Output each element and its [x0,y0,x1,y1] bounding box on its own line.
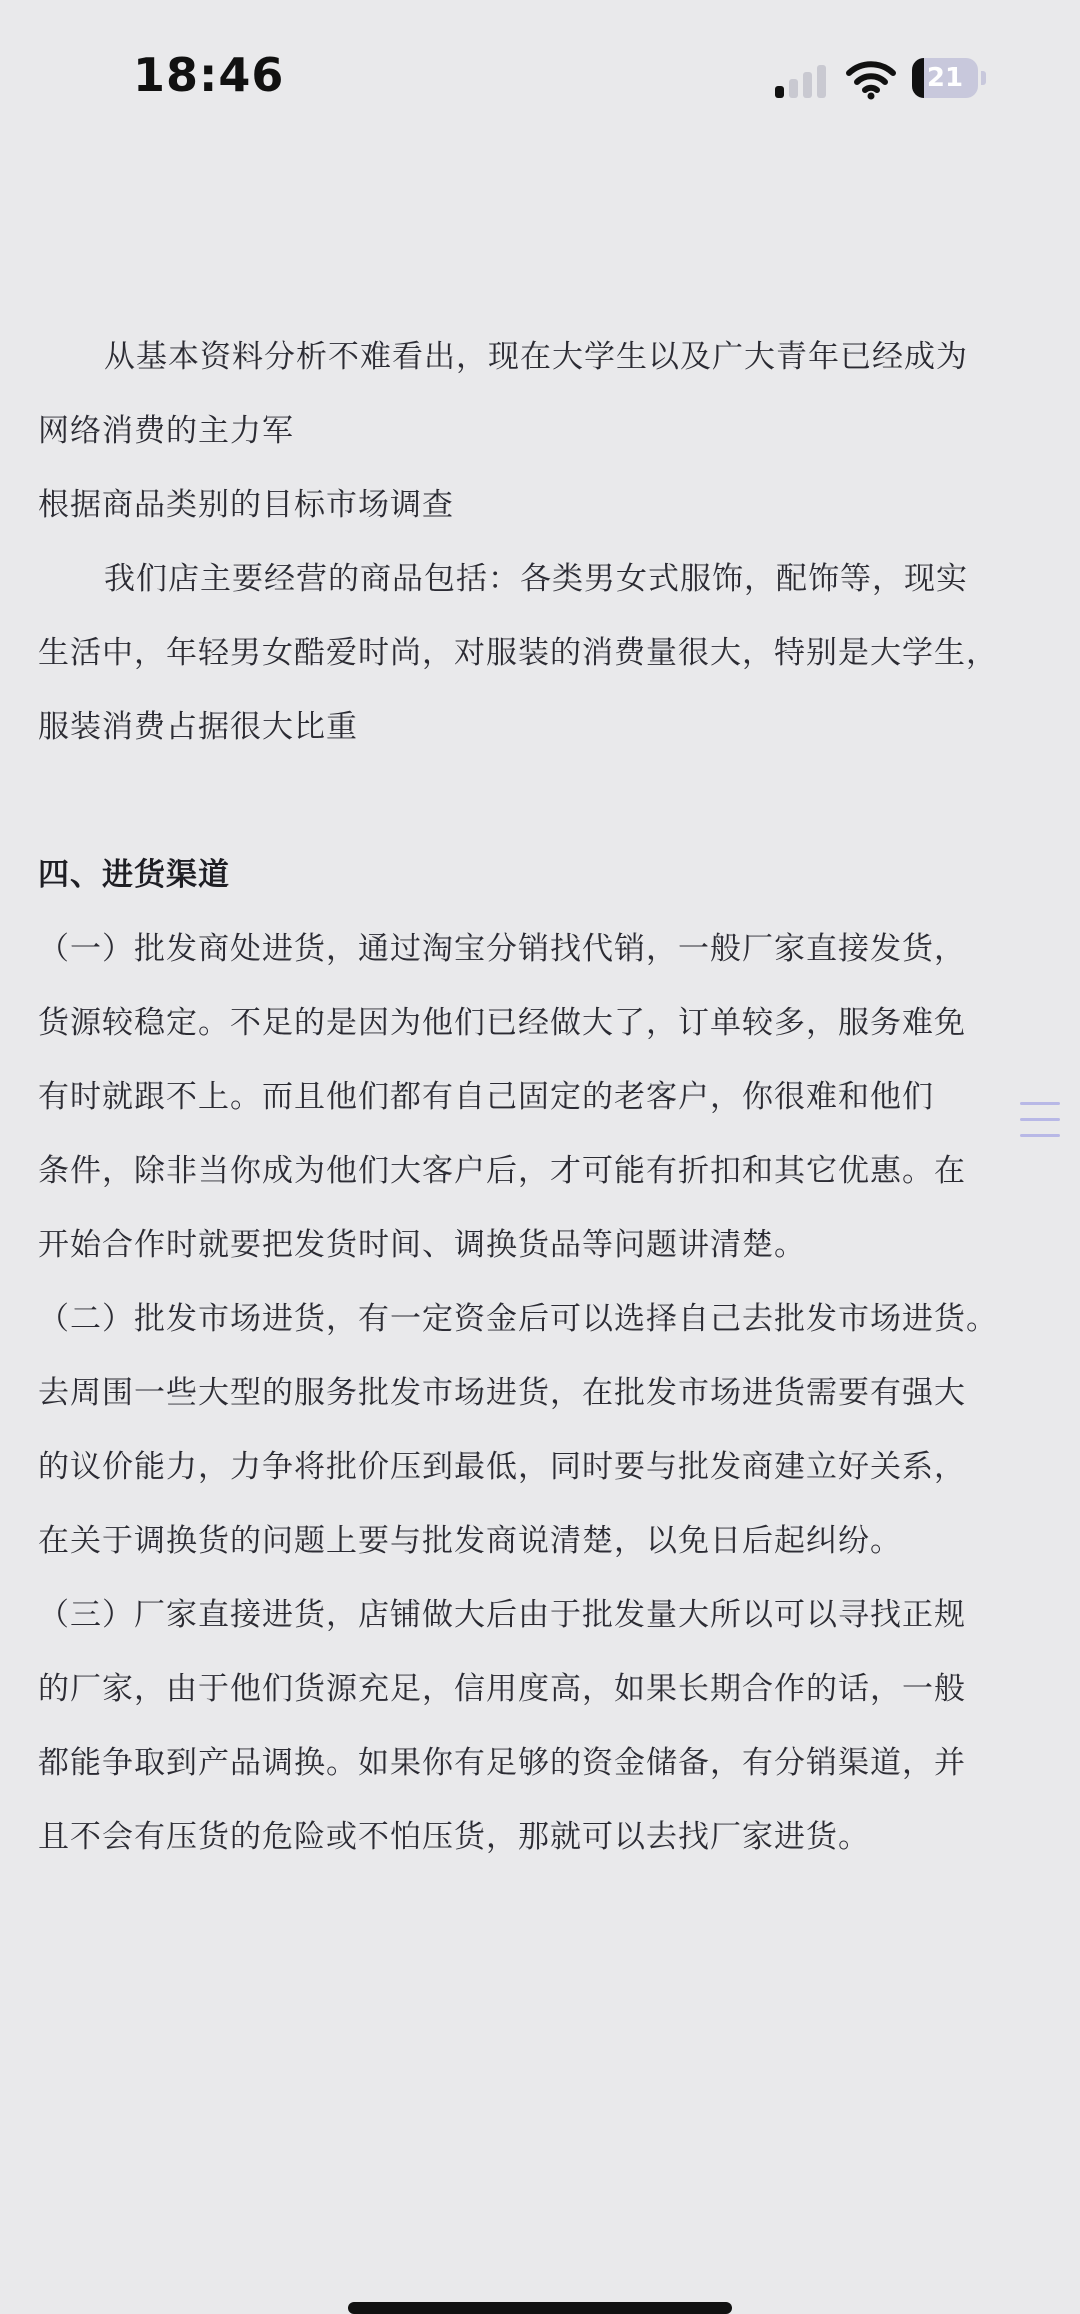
home-indicator[interactable] [348,2302,732,2314]
blank-line [38,764,1048,838]
section-heading: 四、进货渠道 [38,857,230,893]
paragraph-line: 服装消费占据很大比重 [38,709,358,745]
document-outline-icon[interactable] [1020,1102,1060,1138]
paragraph-line: （二）批发市场进货，有一定资金后可以选择自己去批发市场进货。 [38,1301,998,1337]
document-body [38,320,1048,1874]
paragraph-line: 货源较稳定。不足的是因为他们已经做大了，订单较多，服务难免 [38,1005,966,1041]
paragraph-line: 我们店主要经营的商品包括：各类男女式服饰，配饰等，现实 [104,561,968,597]
paragraph-line: 的厂家，由于他们货源充足，信用度高，如果长期合作的话，一般 [38,1671,966,1707]
paragraph-line: 根据商品类别的目标市场调查 [38,487,454,523]
paragraph-line: 去周围一些大型的服务批发市场进货，在批发市场进货需要有强大 [38,1375,966,1411]
paragraph-line: （三）厂家直接进货，店铺做大后由于批发量大所以可以寻找正规 [38,1597,966,1633]
wifi-icon [846,58,896,100]
paragraph-line: 且不会有压货的危险或不怕压货，那就可以去找厂家进货。 [38,1819,870,1855]
paragraph-line: 网络消费的主力军 [38,413,294,449]
status-time: 18:46 [133,48,285,102]
paragraph-line: 在关于调换货的问题上要与批发商说清楚，以免日后起纠纷。 [38,1523,902,1559]
paragraph-line: 生活中，年轻男女酷爱时尚，对服装的消费量很大，特别是大学生， [38,635,998,671]
paragraph-line: 从基本资料分析不难看出，现在大学生以及广大青年已经成为 [104,339,968,375]
paragraph-line: 有时就跟不上。而且他们都有自己固定的老客户，你很难和他们 [38,1079,934,1115]
paragraph-line: （一）批发商处进货，通过淘宝分销找代销，一般厂家直接发货， [38,931,966,967]
paragraph-line: 条件，除非当你成为他们大客户后，才可能有折扣和其它优惠。在 [38,1153,966,1189]
paragraph-line: 开始合作时就要把发货时间、调换货品等问题讲清楚。 [38,1227,806,1263]
status-bar [0,0,1080,150]
battery-level: 21 [926,63,964,93]
paragraph-line: 的议价能力，力争将批价压到最低，同时要与批发商建立好关系， [38,1449,966,1485]
battery-icon [912,58,988,98]
cellular-signal-icon [775,62,827,98]
paragraph-line: 都能争取到产品调换。如果你有足够的资金储备，有分销渠道，并 [38,1745,966,1781]
